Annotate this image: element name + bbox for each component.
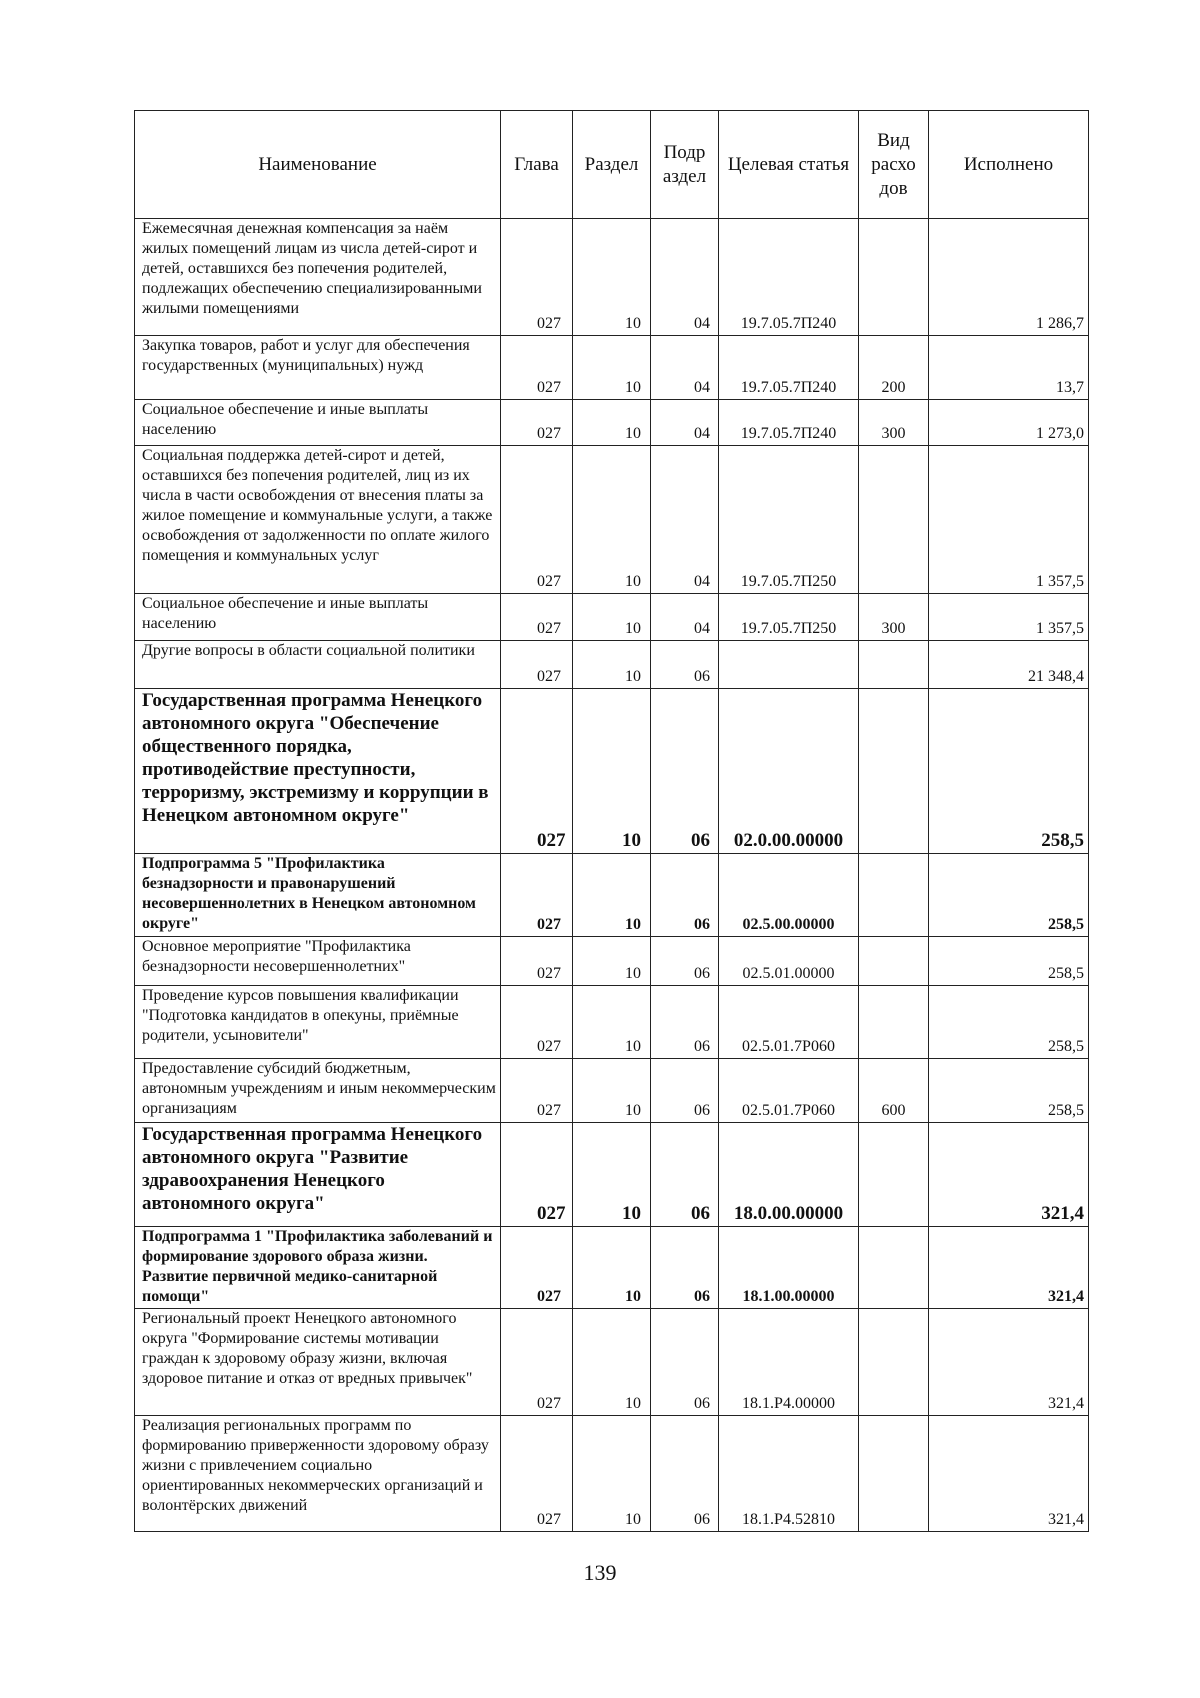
cell-name: Социальное обеспечение и иные выплаты населению bbox=[135, 594, 501, 641]
cell-executed: 258,5 bbox=[929, 1059, 1089, 1123]
cell-name: Другие вопросы в области социальной политики bbox=[135, 641, 501, 689]
cell-glava: 027 bbox=[501, 689, 573, 854]
cell-name: Подпрограмма 1 "Профилактика заболеваний и формирование здорового образа жизни. Развитие первичной медико-санитарной помощи" bbox=[135, 1227, 501, 1309]
cell-podrazdel: 06 bbox=[651, 1416, 719, 1532]
cell-executed: 258,5 bbox=[929, 689, 1089, 854]
cell-razdel: 10 bbox=[573, 594, 651, 641]
cell-name: Основное мероприятие "Профилактика безнадзорности несовершеннолетних" bbox=[135, 937, 501, 986]
cell-executed: 1 286,7 bbox=[929, 219, 1089, 336]
cell-expense-type bbox=[859, 219, 929, 336]
cell-executed: 1 357,5 bbox=[929, 594, 1089, 641]
cell-target-article: 18.1.00.00000 bbox=[719, 1227, 859, 1309]
cell-razdel: 10 bbox=[573, 1416, 651, 1532]
table-header-row bbox=[135, 111, 1089, 219]
cell-glava: 027 bbox=[501, 1123, 573, 1227]
cell-podrazdel: 06 bbox=[651, 689, 719, 854]
cell-glava: 027 bbox=[501, 937, 573, 986]
cell-razdel: 10 bbox=[573, 1309, 651, 1416]
cell-executed: 21 348,4 bbox=[929, 641, 1089, 689]
page-number: 139 bbox=[583, 1560, 617, 1585]
cell-target-article bbox=[719, 641, 859, 689]
cell-expense-type: 200 bbox=[859, 336, 929, 400]
cell-glava: 027 bbox=[501, 1059, 573, 1123]
cell-name: Социальное обеспечение и иные выплаты населению bbox=[135, 400, 501, 446]
cell-name: Предоставление субсидий бюджетным, автономным учреждениям и иным некоммерческим организациям bbox=[135, 1059, 501, 1123]
cell-glava: 027 bbox=[501, 854, 573, 937]
cell-razdel: 10 bbox=[573, 1227, 651, 1309]
cell-podrazdel: 04 bbox=[651, 446, 719, 594]
cell-name: Ежемесячная денежная компенсация за наём жилых помещений лицам из числа детей-сирот и детей, оставшихся без попечения родителей, подлежащих обеспечению специализированными жилыми помещениями bbox=[135, 219, 501, 336]
cell-executed: 1 273,0 bbox=[929, 400, 1089, 446]
header-target-article: Целевая статья bbox=[719, 111, 859, 219]
cell-podrazdel: 06 bbox=[651, 986, 719, 1059]
cell-podrazdel: 04 bbox=[651, 219, 719, 336]
cell-expense-type: 600 bbox=[859, 1059, 929, 1123]
cell-name: Государственная программа Ненецкого автономного округа "Обеспечение общественного порядка, противодействие преступности, терроризму, экстремизму и коррупции в Ненецком автономном округе" bbox=[135, 689, 501, 854]
header-podrazdel: Подр аздел bbox=[651, 111, 719, 219]
cell-glava: 027 bbox=[501, 446, 573, 594]
cell-expense-type: 300 bbox=[859, 400, 929, 446]
cell-podrazdel: 06 bbox=[651, 854, 719, 937]
cell-executed: 258,5 bbox=[929, 937, 1089, 986]
cell-target-article: 19.7.05.7П240 bbox=[719, 400, 859, 446]
header-name: Наименование bbox=[135, 111, 501, 219]
cell-target-article: 02.5.00.00000 bbox=[719, 854, 859, 937]
cell-razdel: 10 bbox=[573, 854, 651, 937]
cell-podrazdel: 06 bbox=[651, 1123, 719, 1227]
cell-name: Региональный проект Ненецкого автономного округа "Формирование системы мотивации граждан к здоровому образу жизни, включая здоровое питание и отказ от вредных привычек" bbox=[135, 1309, 501, 1416]
cell-executed: 321,4 bbox=[929, 1227, 1089, 1309]
cell-expense-type bbox=[859, 1309, 929, 1416]
cell-glava: 027 bbox=[501, 1416, 573, 1532]
header-razdel: Раздел bbox=[573, 111, 651, 219]
cell-expense-type bbox=[859, 854, 929, 937]
header-executed: Исполнено bbox=[929, 111, 1089, 219]
cell-expense-type bbox=[859, 641, 929, 689]
table-row bbox=[135, 1059, 1089, 1123]
cell-glava: 027 bbox=[501, 336, 573, 400]
table-row bbox=[135, 1227, 1089, 1309]
cell-executed: 321,4 bbox=[929, 1416, 1089, 1532]
table-row bbox=[135, 400, 1089, 446]
table-row bbox=[135, 937, 1089, 986]
cell-expense-type bbox=[859, 1227, 929, 1309]
cell-name: Реализация региональных программ по формированию приверженности здоровому образу жизни с привлечением социально ориентированных некоммерческих организаций и волонтёрских движений bbox=[135, 1416, 501, 1532]
cell-razdel: 10 bbox=[573, 937, 651, 986]
table-row bbox=[135, 986, 1089, 1059]
cell-target-article: 02.5.01.7Р060 bbox=[719, 1059, 859, 1123]
table-row bbox=[135, 854, 1089, 937]
budget-table bbox=[134, 110, 1089, 1532]
cell-name: Проведение курсов повышения квалификации "Подготовка кандидатов в опекуны, приёмные родители, усыновители" bbox=[135, 986, 501, 1059]
cell-podrazdel: 04 bbox=[651, 336, 719, 400]
table-row bbox=[135, 446, 1089, 594]
cell-target-article: 19.7.05.7П250 bbox=[719, 594, 859, 641]
cell-razdel: 10 bbox=[573, 1059, 651, 1123]
table-row bbox=[135, 641, 1089, 689]
cell-razdel: 10 bbox=[573, 400, 651, 446]
cell-executed: 258,5 bbox=[929, 986, 1089, 1059]
cell-target-article: 18.1.Р4.52810 bbox=[719, 1416, 859, 1532]
cell-executed: 258,5 bbox=[929, 854, 1089, 937]
table-row bbox=[135, 1123, 1089, 1227]
cell-name: Подпрограмма 5 "Профилактика безнадзорности и правонарушений несовершеннолетних в Ненецком автономном округе" bbox=[135, 854, 501, 937]
table-row bbox=[135, 1416, 1089, 1532]
cell-target-article: 19.7.05.7П240 bbox=[719, 219, 859, 336]
cell-executed: 321,4 bbox=[929, 1123, 1089, 1227]
cell-podrazdel: 06 bbox=[651, 1059, 719, 1123]
cell-glava: 027 bbox=[501, 400, 573, 446]
cell-glava: 027 bbox=[501, 219, 573, 336]
cell-expense-type bbox=[859, 1123, 929, 1227]
cell-expense-type bbox=[859, 446, 929, 594]
table-row bbox=[135, 219, 1089, 336]
header-glava: Глава bbox=[501, 111, 573, 219]
cell-target-article: 18.0.00.00000 bbox=[719, 1123, 859, 1227]
table-row bbox=[135, 689, 1089, 854]
cell-razdel: 10 bbox=[573, 641, 651, 689]
cell-expense-type: 300 bbox=[859, 594, 929, 641]
cell-razdel: 10 bbox=[573, 446, 651, 594]
cell-podrazdel: 06 bbox=[651, 937, 719, 986]
cell-glava: 027 bbox=[501, 641, 573, 689]
cell-target-article: 18.1.Р4.00000 bbox=[719, 1309, 859, 1416]
cell-glava: 027 bbox=[501, 1227, 573, 1309]
cell-target-article: 02.5.01.00000 bbox=[719, 937, 859, 986]
cell-razdel: 10 bbox=[573, 689, 651, 854]
cell-target-article: 19.7.05.7П240 bbox=[719, 336, 859, 400]
cell-expense-type bbox=[859, 986, 929, 1059]
cell-podrazdel: 06 bbox=[651, 641, 719, 689]
cell-name: Государственная программа Ненецкого автономного округа "Развитие здравоохранения Ненецкого автономного округа" bbox=[135, 1123, 501, 1227]
cell-glava: 027 bbox=[501, 986, 573, 1059]
cell-razdel: 10 bbox=[573, 986, 651, 1059]
cell-executed: 1 357,5 bbox=[929, 446, 1089, 594]
cell-executed: 13,7 bbox=[929, 336, 1089, 400]
cell-podrazdel: 06 bbox=[651, 1227, 719, 1309]
cell-razdel: 10 bbox=[573, 1123, 651, 1227]
table-row bbox=[135, 336, 1089, 400]
cell-target-article: 19.7.05.7П250 bbox=[719, 446, 859, 594]
table-row bbox=[135, 594, 1089, 641]
cell-podrazdel: 06 bbox=[651, 1309, 719, 1416]
cell-razdel: 10 bbox=[573, 336, 651, 400]
cell-razdel: 10 bbox=[573, 219, 651, 336]
cell-expense-type bbox=[859, 1416, 929, 1532]
cell-name: Социальная поддержка детей-сирот и детей, оставшихся без попечения родителей, лиц из их числа в части освобождения от внесения платы за жилое помещение и коммунальные услуги, а также освобождения от задолженности по оплате жилого помещения и коммунальных услуг bbox=[135, 446, 501, 594]
cell-executed: 321,4 bbox=[929, 1309, 1089, 1416]
cell-glava: 027 bbox=[501, 1309, 573, 1416]
cell-name: Закупка товаров, работ и услуг для обеспечения государственных (муниципальных) нужд bbox=[135, 336, 501, 400]
cell-glava: 027 bbox=[501, 594, 573, 641]
header-expense-type: Вид расхо дов bbox=[859, 111, 929, 219]
cell-target-article: 02.5.01.7Р060 bbox=[719, 986, 859, 1059]
cell-podrazdel: 04 bbox=[651, 594, 719, 641]
cell-expense-type bbox=[859, 937, 929, 986]
cell-target-article: 02.0.00.00000 bbox=[719, 689, 859, 854]
table-row bbox=[135, 1309, 1089, 1416]
cell-expense-type bbox=[859, 689, 929, 854]
cell-podrazdel: 04 bbox=[651, 400, 719, 446]
